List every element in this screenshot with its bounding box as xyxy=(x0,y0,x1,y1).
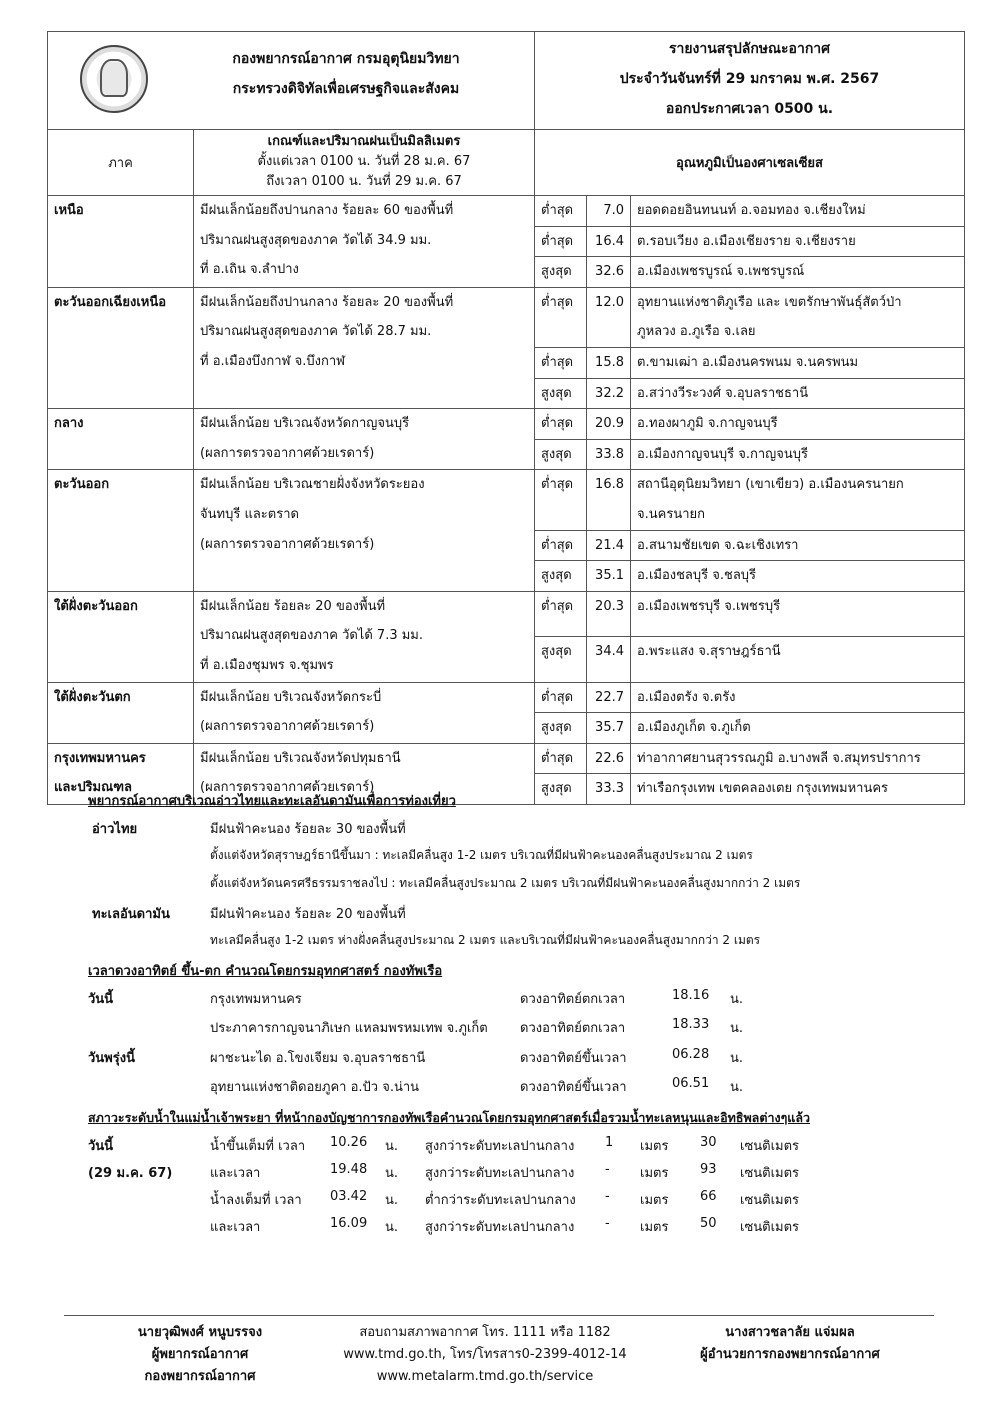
tide-unit: น. xyxy=(385,1220,399,1235)
region-row xyxy=(48,409,965,440)
col-header-rain xyxy=(194,130,535,196)
sun-unit: น. xyxy=(730,1021,744,1036)
temp-place xyxy=(631,561,965,592)
forecaster-name: นายวุฒิพงศ์ หนูบรรจง xyxy=(137,1325,263,1340)
region-name xyxy=(48,196,194,288)
tide-unit: น. xyxy=(385,1139,399,1154)
header-right xyxy=(535,32,965,130)
forecaster-title: ผู้พยากรณ์อากาศ xyxy=(151,1347,249,1362)
region-row xyxy=(48,196,965,227)
report-table xyxy=(47,31,965,805)
tide-reference: ต่ำกว่าระดับทะเลปานกลาง xyxy=(425,1193,576,1208)
tide-reference: สูงกว่าระดับทะเลปานกลาง xyxy=(425,1220,575,1235)
tide-label: และเวลา xyxy=(210,1220,261,1235)
region-rain xyxy=(194,682,535,743)
sun-today-label: วันนี้ xyxy=(88,992,114,1007)
tide-time: 16.09 xyxy=(330,1216,368,1231)
temp-kind: สูงสุด xyxy=(535,713,587,744)
temp-value: 33.3 xyxy=(587,774,631,805)
tide-cm: 93 xyxy=(700,1162,717,1177)
region-name-text: ตะวันออก xyxy=(54,477,110,493)
temp-place xyxy=(631,378,965,409)
tide-meters: 1 xyxy=(605,1135,614,1150)
tide-meters: - xyxy=(605,1216,610,1231)
footer-middle xyxy=(320,1322,650,1388)
temp-place-text: อ.ทองผาภูมิ จ.กาญจนบุรี xyxy=(637,416,778,432)
sun-event: ดวงอาทิตย์ขึ้นเวลา xyxy=(520,1051,627,1066)
temp-kind: ต่ำสุด xyxy=(535,470,587,530)
rain-line: มีฝนเล็กน้อย บริเวณชายฝั่งจังหวัดระยอง xyxy=(200,477,425,493)
temp-value: 35.1 xyxy=(587,561,631,592)
region-name-text: ตะวันออกเฉียงเหนือ xyxy=(54,294,167,310)
rain-line: (ผลการตรวจอากาศด้วยเรดาร์) xyxy=(200,719,375,735)
tide-meters-unit: เมตร xyxy=(640,1193,669,1208)
temp-place-text: ต.ขามเฒ่า อ.เมืองนครพนม จ.นครพนม xyxy=(637,354,859,370)
temp-kind: สูงสุด xyxy=(535,378,587,409)
region-name-text: กรุงเทพมหานคร xyxy=(54,750,146,766)
rain-header-to: ถึงเวลา 0100 น. วันที่ 29 ม.ค. 67 xyxy=(266,174,462,189)
temp-place-text: ยอดดอยอินทนนท์ อ.จอมทอง จ.เชียงใหม่ xyxy=(637,203,866,218)
temp-place xyxy=(631,347,965,378)
tide-time: 03.42 xyxy=(330,1189,368,1204)
region-name-text-2: และปริมณฑล xyxy=(54,780,132,796)
temp-kind: สูงสุด xyxy=(535,257,587,288)
rain-line: ปริมาณฝนสูงสุดของภาค วัดได้ 7.3 มม. xyxy=(200,628,423,644)
tide-time: 19.48 xyxy=(330,1162,368,1177)
temp-kind: ต่ำสุด xyxy=(535,591,587,636)
rain-line: (ผลการตรวจอากาศด้วยเรดาร์) xyxy=(200,445,375,461)
temp-value: 35.7 xyxy=(587,713,631,744)
temp-value: 32.2 xyxy=(587,378,631,409)
sun-unit: น. xyxy=(730,992,744,1007)
temp-value: 16.8 xyxy=(587,470,631,530)
rain-line: มีฝนเล็กน้อย ร้อยละ 20 ของพื้นที่ xyxy=(200,598,386,614)
rain-line: มีฝนเล็กน้อย บริเวณจังหวัดปทุมธานี xyxy=(200,750,401,766)
region-row xyxy=(48,287,965,347)
temp-kind: ต่ำสุด xyxy=(535,347,587,378)
temp-place xyxy=(631,774,965,805)
tide-meters-unit: เมตร xyxy=(640,1220,669,1235)
sun-event: ดวงอาทิตย์ขึ้นเวลา xyxy=(520,1080,627,1095)
rain-line: มีฝนเล็กน้อยถึงปานกลาง ร้อยละ 60 ของพื้นที่ xyxy=(200,203,454,218)
report-date: ประจำวันจันทร์ที่ 29 มกราคม พ.ศ. 2567 xyxy=(619,71,880,87)
temp-kind: ต่ำสุด xyxy=(535,682,587,713)
sun-unit: น. xyxy=(730,1051,744,1066)
temp-place-text: ท่าอากาศยานสุวรรณภูมิ อ.บางพลี จ.สมุทรปราการ xyxy=(637,750,921,766)
sun-place: ประภาคารกาญจนาภิเษก แหลมพรหมเทพ จ.ภูเก็ต xyxy=(210,1021,488,1036)
andaman-line2: ทะเลมีคลื่นสูง 1-2 เมตร ห่างฝั่งคลื่นสูงประมาณ 2 เมตร และบริเวณที่มีฝนฟ้าคะนองคลื่นสูงมากกว่า 2 เมตร xyxy=(210,933,761,947)
rain-line: มีฝนเล็กน้อย บริเวณจังหวัดกระบี่ xyxy=(200,689,382,705)
footer-left xyxy=(105,1322,295,1388)
tide-unit: น. xyxy=(385,1193,399,1208)
sun-place: ผาชะนะได อ.โขงเจียม จ.อุบลราชธานี xyxy=(210,1051,426,1066)
footer-right xyxy=(680,1322,900,1366)
temp-place-text: อ.เมืองกาญจนบุรี จ.กาญจนบุรี xyxy=(637,446,808,462)
temp-value: 33.8 xyxy=(587,439,631,470)
region-name xyxy=(48,409,194,470)
region-name-text: เหนือ xyxy=(54,203,84,218)
tide-time: 10.26 xyxy=(330,1135,368,1150)
sun-time: 06.51 xyxy=(672,1076,710,1091)
temp-value: 16.4 xyxy=(587,226,631,257)
tide-cm: 66 xyxy=(700,1189,717,1204)
sun-title: เวลาดวงอาทิตย์ ขึ้น-ตก คำนวณโดยกรมอุทกศาสตร์ กองทัพเรือ xyxy=(88,964,443,979)
temp-kind: สูงสุด xyxy=(535,637,587,682)
temp-place-text: ท่าเรือกรุงเทพ เขตคลองเตย กรุงเทพมหานคร xyxy=(637,781,889,797)
sun-unit: น. xyxy=(730,1080,744,1095)
rain-line: ปริมาณฝนสูงสุดของภาค วัดได้ 34.9 มม. xyxy=(200,232,432,248)
gulf-label: อ่าวไทย xyxy=(92,822,138,837)
temp-place xyxy=(631,682,965,713)
temp-place xyxy=(631,743,965,774)
footer-divider xyxy=(64,1315,934,1316)
temp-place-text: ต.รอบเวียง อ.เมืองเชียงราย จ.เชียงราย xyxy=(637,233,856,249)
region-name xyxy=(48,591,194,682)
temp-value: 34.4 xyxy=(587,637,631,682)
temp-value: 22.7 xyxy=(587,682,631,713)
tide-meters-unit: เมตร xyxy=(640,1166,669,1181)
tide-reference: สูงกว่าระดับทะเลปานกลาง xyxy=(425,1139,575,1154)
tide-date-label: (29 ม.ค. 67) xyxy=(88,1166,173,1181)
temp-place xyxy=(631,439,965,470)
org-line1: กองพยากรณ์อากาศ กรมอุตุนิยมวิทยา xyxy=(232,51,460,67)
tide-meters: - xyxy=(605,1189,610,1204)
rain-line: ที่ อ.เถิน จ.ลำปาง xyxy=(200,262,299,278)
tide-meters: - xyxy=(605,1162,610,1177)
temp-value: 12.0 xyxy=(587,287,631,347)
report-title: รายงานสรุปลักษณะอากาศ xyxy=(668,41,831,57)
header-left xyxy=(48,32,535,130)
tide-cm-unit: เซนติเมตร xyxy=(740,1193,800,1208)
temp-place-text: อ.สนามชัยเขต จ.ฉะเชิงเทรา xyxy=(637,537,799,553)
tide-label: น้ำลงเต็มที่ เวลา xyxy=(210,1193,302,1208)
temp-place-text: อ.เมืองชลบุรี จ.ชลบุรี xyxy=(637,568,757,584)
region-rain xyxy=(194,470,535,591)
region-name xyxy=(48,470,194,591)
temp-value: 20.9 xyxy=(587,409,631,440)
temp-place-text: อุทยานแห่งชาติภูเรือ และ เขตรักษาพันธุ์สัตว์ป่า xyxy=(637,294,902,310)
gulf-line1: มีฝนฟ้าคะนอง ร้อยละ 30 ของพื้นที่ xyxy=(210,822,406,837)
temp-place xyxy=(631,530,965,561)
temp-kind: สูงสุด xyxy=(535,774,587,805)
rain-header-title: เกณฑ์และปริมาณฝนเป็นมิลลิเมตร xyxy=(267,134,461,149)
temp-value: 32.6 xyxy=(587,257,631,288)
rain-line: ปริมาณฝนสูงสุดของภาค วัดได้ 28.7 มม. xyxy=(200,324,432,340)
temp-place xyxy=(631,257,965,288)
sun-place: กรุงเทพมหานคร xyxy=(210,992,302,1007)
temp-place-text-2: จ.นครนายก xyxy=(637,506,705,522)
temp-value: 15.8 xyxy=(587,347,631,378)
sun-place: อุทยานแห่งชาติดอยภูคา อ.ปัว จ.น่าน xyxy=(210,1080,420,1095)
temp-kind: สูงสุด xyxy=(535,439,587,470)
temp-place-text: สถานีอุตุนิยมวิทยา (เขาเขียว) อ.เมืองนครนายก xyxy=(637,477,904,493)
region-rain xyxy=(194,591,535,682)
temp-place-text-2: ภูหลวง อ.ภูเรือ จ.เลย xyxy=(637,324,756,340)
report-issue-time: ออกประกาศเวลา 0500 น. xyxy=(665,101,834,117)
tide-cm-unit: เซนติเมตร xyxy=(740,1139,800,1154)
contact-service-url[interactable]: www.metalarm.tmd.go.th/service xyxy=(376,1369,594,1384)
temp-place xyxy=(631,226,965,257)
tide-title: สภาวะระดับน้ำในแม่น้ำเจ้าพระยา ที่หน้ากองบัญชาการกองทัพเรือคำนวณโดยกรมอุทกศาสตร์เมื่อรวมน้ำทะเลหนุนและอิทธิพลต่างๆแล้ว xyxy=(88,1110,811,1125)
rain-line: ที่ อ.เมืองชุมพร จ.ชุมพร xyxy=(200,657,334,673)
region-name-text: ใต้ฝั่งตะวันออก xyxy=(54,598,138,614)
director-title: ผู้อำนวยการกองพยากรณ์อากาศ xyxy=(700,1347,880,1362)
department-seal xyxy=(80,45,148,113)
temp-place xyxy=(631,409,965,440)
col-header-temp: อุณหภูมิเป็นองศาเซลเซียส xyxy=(535,130,965,196)
temp-place-text: อ.พระแสง จ.สุราษฎร์ธานี xyxy=(637,644,781,660)
sun-tomorrow-label: วันพรุ่งนี้ xyxy=(88,1051,135,1066)
region-row xyxy=(48,682,965,713)
tide-today-label: วันนี้ xyxy=(88,1139,114,1154)
gulf-line3: ตั้งแต่จังหวัดนครศรีธรรมราชลงไป : ทะเลมีคลื่นสูงประมาณ 2 เมตร บริเวณที่มีฝนฟ้าคะนองคลื่นสูงมากกว่า 2 เมตร xyxy=(210,876,801,890)
temp-place xyxy=(631,287,965,347)
temp-kind: ต่ำสุด xyxy=(535,196,587,227)
tide-cm: 30 xyxy=(700,1135,717,1150)
tide-meters-unit: เมตร xyxy=(640,1139,669,1154)
gulf-line2: ตั้งแต่จังหวัดสุราษฎร์ธานีขึ้นมา : ทะเลมีคลื่นสูง 1-2 เมตร บริเวณที่มีฝนฟ้าคะนองคลื่นสูงประมาณ 2 เมตร xyxy=(210,848,753,862)
temp-kind: สูงสุด xyxy=(535,561,587,592)
temp-kind: ต่ำสุด xyxy=(535,287,587,347)
region-name xyxy=(48,682,194,743)
contact-website[interactable]: www.tmd.go.th, โทร/โทรสาร0-2399-4012-14 xyxy=(343,1347,627,1362)
temp-value: 20.3 xyxy=(587,591,631,636)
region-rain xyxy=(194,409,535,470)
org-line2: กระทรวงดิจิทัลเพื่อเศรษฐกิจและสังคม xyxy=(232,81,460,97)
andaman-line1: มีฝนฟ้าคะนอง ร้อยละ 20 ของพื้นที่ xyxy=(210,907,406,922)
temp-place xyxy=(631,637,965,682)
region-name xyxy=(48,287,194,408)
rain-line: ที่ อ.เมืองบึงกาฬ จ.บึงกาฬ xyxy=(200,353,346,369)
temp-place-text: อ.เมืองตรัง จ.ตรัง xyxy=(637,689,736,705)
tide-cm-unit: เซนติเมตร xyxy=(740,1220,800,1235)
tide-label: น้ำขึ้นเต็มที่ เวลา xyxy=(210,1139,306,1154)
sun-event: ดวงอาทิตย์ตกเวลา xyxy=(520,1021,626,1036)
col-header-region: ภาค xyxy=(48,130,194,196)
sea-title: พยากรณ์อากาศบริเวณอ่าวไทยและทะเลอันดามันเพื่อการท่องเที่ยว xyxy=(88,794,456,809)
region-row xyxy=(48,591,965,636)
region-name-text: ใต้ฝั่งตะวันตก xyxy=(54,689,131,705)
sun-event: ดวงอาทิตย์ตกเวลา xyxy=(520,992,626,1007)
rain-line: มีฝนเล็กน้อย บริเวณจังหวัดกาญจนบุรี xyxy=(200,416,410,432)
temp-kind: ต่ำสุด xyxy=(535,409,587,440)
tide-cm: 50 xyxy=(700,1216,717,1231)
temp-place xyxy=(631,470,965,530)
temp-place xyxy=(631,713,965,744)
temp-kind: ต่ำสุด xyxy=(535,530,587,561)
temp-place-text: อ.เมืองเพชรบุรี จ.เพชรบุรี xyxy=(637,598,781,614)
region-row xyxy=(48,470,965,530)
tide-label: และเวลา xyxy=(210,1166,261,1181)
tide-unit: น. xyxy=(385,1166,399,1181)
rain-line: จันทบุรี และตราด xyxy=(200,506,299,522)
temp-value: 22.6 xyxy=(587,743,631,774)
rain-line: มีฝนเล็กน้อยถึงปานกลาง ร้อยละ 20 ของพื้นที่ xyxy=(200,294,454,310)
temp-place-text: อ.เมืองภูเก็ต จ.ภูเก็ต xyxy=(637,720,751,736)
rain-line: (ผลการตรวจอากาศด้วยเรดาร์) xyxy=(200,780,375,796)
region-rain xyxy=(194,287,535,408)
rain-header-from: ตั้งแต่เวลา 0100 น. วันที่ 28 ม.ค. 67 xyxy=(257,154,471,169)
tide-reference: สูงกว่าระดับทะเลปานกลาง xyxy=(425,1166,575,1181)
sun-time: 06.28 xyxy=(672,1047,710,1062)
contact-phone: สอบถามสภาพอากาศ โทร. 1111 หรือ 1182 xyxy=(359,1325,611,1340)
temp-place-text: อ.เมืองเพชรบูรณ์ จ.เพชรบูรณ์ xyxy=(637,264,805,280)
temp-kind: ต่ำสุด xyxy=(535,743,587,774)
temp-place-text: อ.สว่างวีระวงศ์ จ.อุบลราชธานี xyxy=(637,385,809,401)
temp-kind: ต่ำสุด xyxy=(535,226,587,257)
temp-place xyxy=(631,591,965,636)
temp-value: 7.0 xyxy=(587,196,631,227)
region-name-text: กลาง xyxy=(54,416,84,432)
region-row xyxy=(48,743,965,774)
director-name: นางสาวชลาลัย แจ่มผล xyxy=(725,1325,855,1340)
temp-place xyxy=(631,196,965,227)
andaman-label: ทะเลอันดามัน xyxy=(92,907,170,922)
tide-cm-unit: เซนติเมตร xyxy=(740,1166,800,1181)
sun-time: 18.16 xyxy=(672,988,710,1003)
sun-time: 18.33 xyxy=(672,1017,710,1032)
forecaster-division: กองพยากรณ์อากาศ xyxy=(144,1369,256,1384)
rain-line: (ผลการตรวจอากาศด้วยเรดาร์) xyxy=(200,536,375,552)
temp-value: 21.4 xyxy=(587,530,631,561)
region-rain xyxy=(194,196,535,288)
